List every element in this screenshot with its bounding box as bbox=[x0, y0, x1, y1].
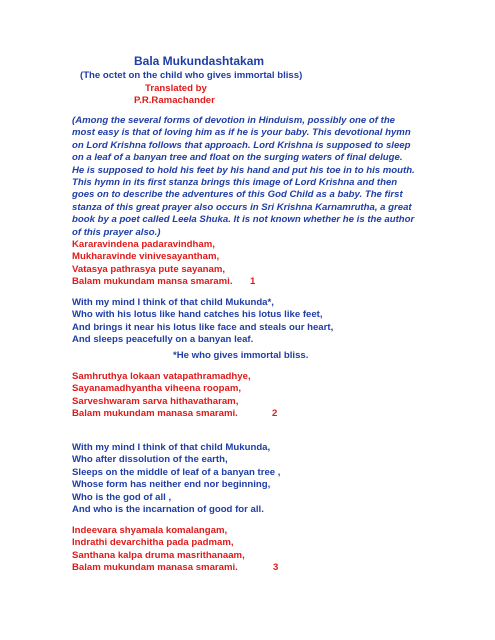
translated-by-label: Translated by bbox=[145, 83, 207, 94]
stanza-line: Indrathi devarchitha pada padmam, bbox=[72, 537, 234, 549]
stanza-line: Mukharavinde vinivesayantham, bbox=[72, 251, 220, 263]
meaning-line: Who after dissolution of the earth, bbox=[72, 454, 228, 466]
stanza-line: Santhana kalpa druma masrithanaam, bbox=[72, 549, 245, 561]
intro-line: of this prayer also.) bbox=[72, 226, 161, 238]
intro-line: This hymn in its first stanza brings this image of Lord Krishna and then bbox=[72, 177, 398, 189]
intro-line: He is supposed to hold his feet by his hand and put his toe in to his mouth. bbox=[72, 164, 415, 176]
document-title: Bala Mukundashtakam bbox=[134, 54, 265, 68]
stanza-line: Sayanamadhyantha viheena roopam, bbox=[72, 383, 242, 395]
document-subtitle: (The octet on the child who gives immortal bliss) bbox=[80, 70, 303, 81]
stanza-line: Indeevara shyamala komalangam, bbox=[72, 525, 228, 536]
footnote: *He who gives immortal bliss. bbox=[173, 350, 309, 361]
meaning-line: Whose form has neither end nor beginning, bbox=[72, 479, 271, 491]
meaning-line: And brings it near his lotus like face and steals our heart, bbox=[72, 321, 334, 333]
stanza-line: Kararavindena padaravindham, bbox=[72, 239, 215, 250]
stanza-2 bbox=[72, 371, 251, 421]
stanza-1 bbox=[72, 239, 233, 289]
meaning-line: Who is the god of all , bbox=[72, 491, 172, 503]
translator-name: P.R.Ramachander bbox=[134, 95, 215, 106]
stanza-line: Balam mukundam mansa smarami. bbox=[72, 276, 233, 288]
meaning-line: Who with his lotus like hand catches his lotus like feet, bbox=[72, 309, 323, 321]
meaning-line: Sleeps on the middle of leaf of a banyan tree , bbox=[72, 466, 281, 478]
stanza-line: Balam mukundam manasa smarami. bbox=[72, 562, 238, 574]
intro-line: (Among the several forms of devotion in Hinduism, possibly one of the bbox=[72, 115, 396, 126]
intro-line: on a leaf of a banyan tree and float on the surging waters of final deluge. bbox=[72, 152, 403, 164]
stanza-line: Sarveshwaram sarva hithavatharam, bbox=[72, 395, 239, 407]
intro-line: goes on to describe the adventures of this God Child as a baby. The first bbox=[72, 189, 403, 201]
stanza-3 bbox=[72, 525, 245, 575]
stanza-line: Vatasya pathrasya pute sayanam, bbox=[72, 263, 226, 275]
stanza-number-3: 3 bbox=[273, 562, 279, 573]
intro-line: book by a poet called Leela Shuka. It is not known whether he is the author bbox=[72, 214, 415, 226]
stanza-line: Balam mukundam manasa smarami. bbox=[72, 408, 238, 420]
meaning-1 bbox=[72, 297, 333, 347]
intro-paragraph bbox=[72, 115, 492, 239]
intro-line: most easy is that of loving him as if he is your baby. This devotional hymn bbox=[72, 127, 411, 139]
meaning-line: And who is the incarnation of good for all. bbox=[72, 504, 264, 516]
meaning-line: With my mind I think of that child Mukunda*, bbox=[72, 297, 274, 308]
stanza-number-2: 2 bbox=[272, 408, 278, 419]
intro-line: on Lord Krishna follows that approach. Lord Krishna is supposed to sleep bbox=[72, 139, 411, 151]
meaning-line: And sleeps peacefully on a banyan leaf. bbox=[72, 334, 254, 346]
stanza-line: Samhruthya lokaan vatapathramadhye, bbox=[72, 371, 251, 382]
intro-line: stanza of this great prayer also occurs in Sri Krishna Karnamrutha, a great bbox=[72, 201, 412, 213]
meaning-line: With my mind I think of that child Mukunda, bbox=[72, 442, 271, 453]
meaning-2 bbox=[72, 442, 280, 516]
stanza-number-1: 1 bbox=[250, 276, 256, 287]
